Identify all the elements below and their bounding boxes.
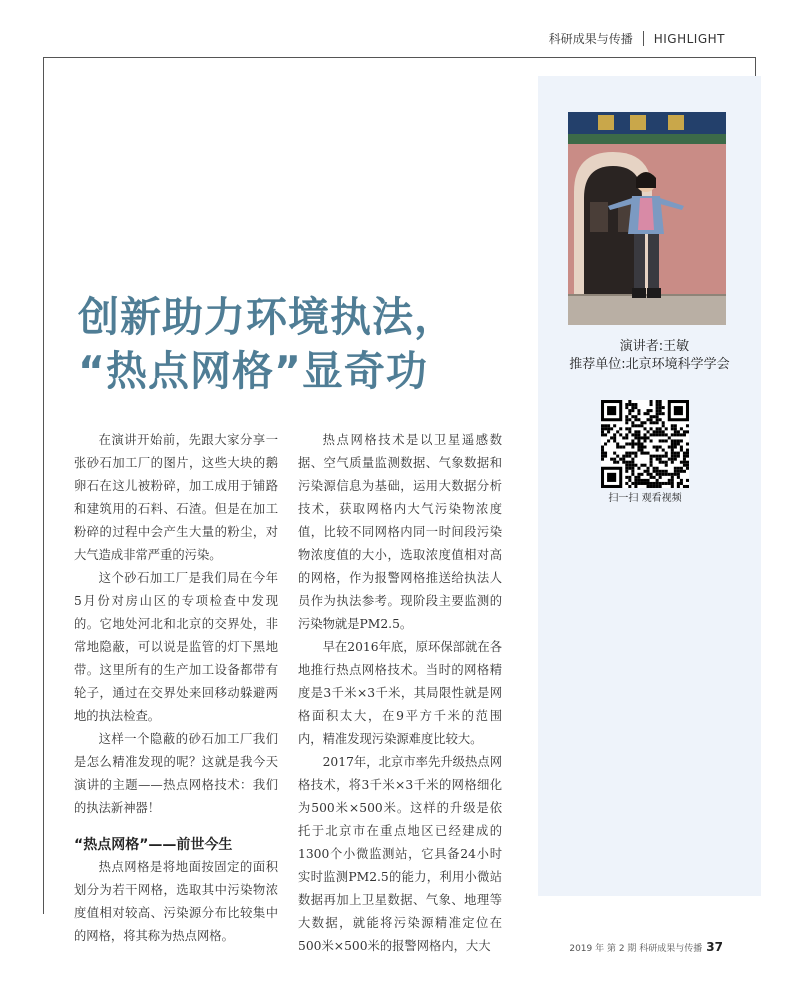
paragraph: 热点网格是将地面按固定的面积划分为若干网格，选取其中污染物浓度值相对较高、污染源分布比较集中的网格，将其称为热点网格。 xyxy=(74,860,278,943)
header-divider xyxy=(643,31,644,46)
frame-line-top xyxy=(43,57,755,58)
paragraph: 这样一个隐蔽的砂石加工厂我们是怎么精准发现的呢？这就是我今天演讲的主题——热点网格技术：我们的执法新神器！ xyxy=(74,732,278,815)
frame-line-left xyxy=(43,57,44,914)
header-section: 科研成果与传播 xyxy=(548,32,633,46)
paragraph: 这个砂石加工厂是我们局在今年5月份对房山区的专项检查中发现的。它地处河北和北京的交界处，非常地隐蔽，可以说是监管的灯下黑地带。这里所有的生产加工设备都带有轮子，通过在交界处来回移动躲避两地的执法检查。 xyxy=(74,571,278,723)
paragraph: 热点网格技术是以卫星遥感数据、空气质量监测数据、气象数据和污染源信息为基础，运用大数据分析技术，获取网格内大气污染物浓度值，比较不同网格内同一时间段污染物浓度值的大小，选取浓度值相对高的网格，作为报警网格推送给执法人员作为执法参考。现阶段主要监测的污染物就是PM2.5。 xyxy=(298,433,502,631)
speaker-photo xyxy=(568,112,726,325)
article-column-1 xyxy=(74,429,278,948)
running-header xyxy=(549,30,725,47)
qr-caption: 扫一扫 观看视频 xyxy=(608,493,682,504)
page-footer xyxy=(569,940,723,954)
qr-code-image xyxy=(601,400,689,488)
recommender-unit: 推荐单位:北京环境科学学会 xyxy=(569,357,730,372)
paragraph: 在演讲开始前，先跟大家分享一张砂石加工厂的图片，这些大块的鹅卵石在这儿被粉碎，加工成用于铺路和建筑用的石料、石渣。但是在加工粉碎的过程中会产生大量的粉尘，对大气造成非常严重的污染。 xyxy=(74,433,278,562)
title-line-1: 创新助力环境执法， xyxy=(78,293,456,341)
paragraph: 2017年，北京市率先升级热点网格技术，将3千米×3千米的网格细化为500米×500米。这样的升级是依托于北京市在重点地区已经建成的1300个小微监测站，它具备24小时实时监测PM2.5的能力，利用小微站数据再加上卫星数据、气象、地理等大数据，就能将污染源精准定位在500米×500米的报警网格内，大大 xyxy=(298,755,502,953)
page-number: 37 xyxy=(706,940,723,954)
header-section-en: HIGHLIGHT xyxy=(653,31,725,46)
title-line-2: “热点网格”显奇功 xyxy=(78,347,428,395)
speaker-name: 演讲者:王敏 xyxy=(619,339,690,354)
footer-issue: 2019 年 第 2 期 科研成果与传播 xyxy=(569,944,703,954)
article-column-2 xyxy=(298,429,502,958)
frame-line-right xyxy=(755,57,756,77)
qr-code[interactable] xyxy=(601,400,689,488)
article-title xyxy=(78,290,538,398)
section-subheading: “热点网格”——前世今生 xyxy=(74,837,233,853)
speaker-info xyxy=(538,338,761,374)
paragraph: 早在2016年底，原环保部就在各地推行热点网格技术。当时的网格精度是3千米×3千米，其局限性就是网格面积太大，在9平方千米的范围内，精准发现污染源难度比较大。 xyxy=(298,640,502,746)
speaker-photo-image xyxy=(568,112,726,325)
